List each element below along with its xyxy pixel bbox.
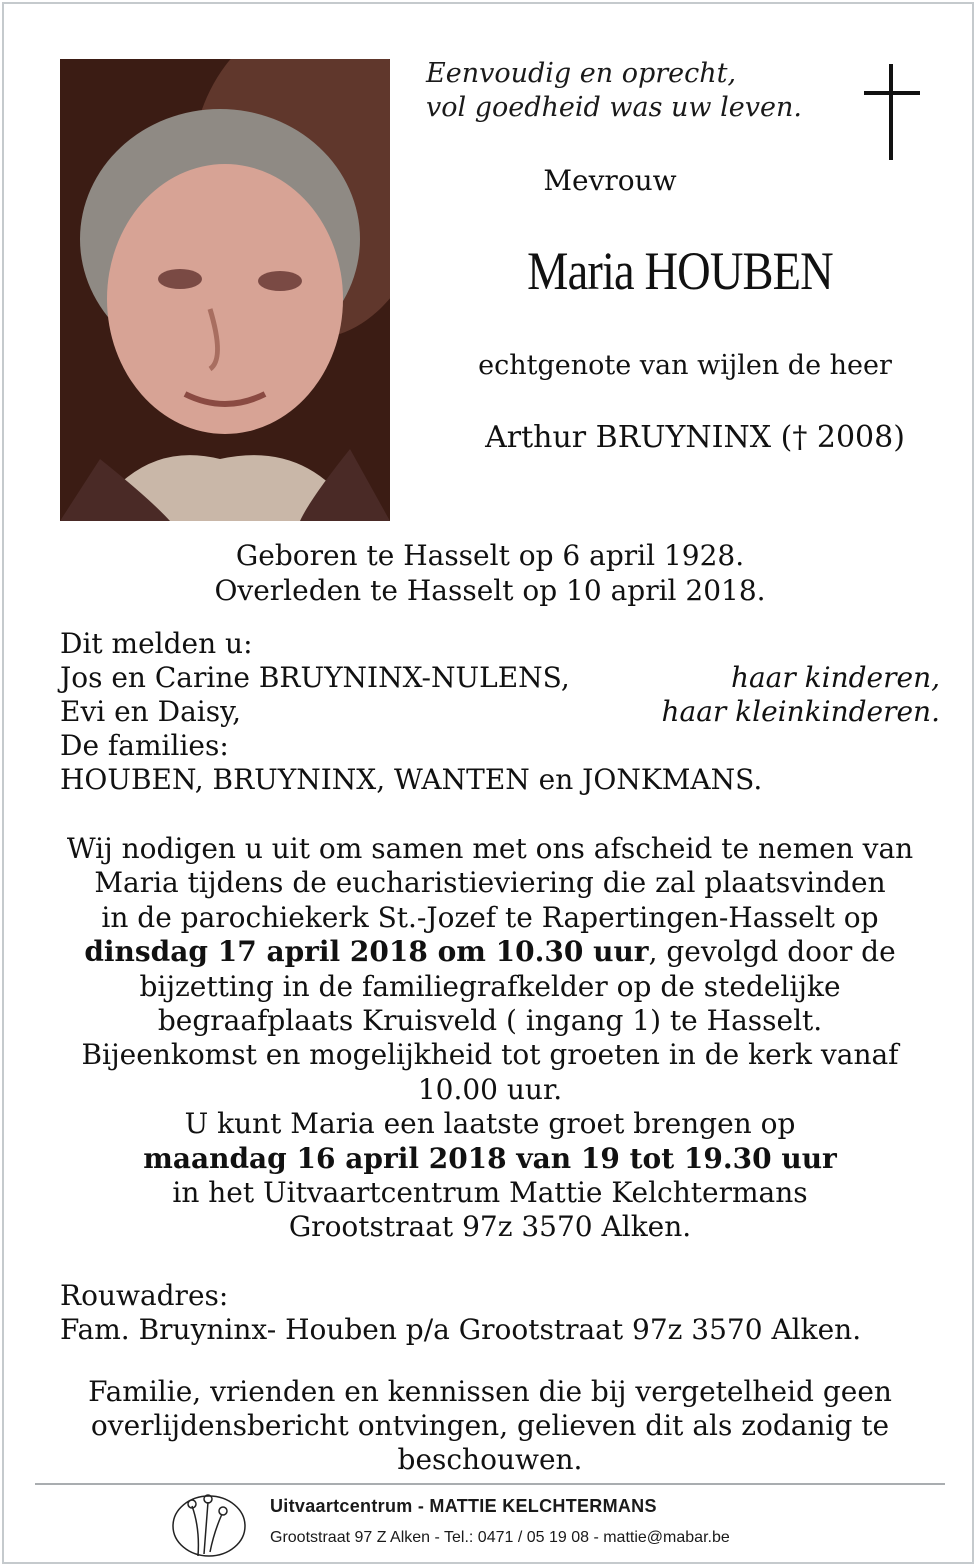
note-line: Familie, vrienden en kennissen die bij vergetelheid geen bbox=[88, 1375, 892, 1408]
note-line: overlijdensbericht ontvingen, gelieven dit als zodanig te bbox=[90, 1409, 890, 1442]
list-item bbox=[60, 695, 940, 729]
note-line: beschouwen. bbox=[397, 1443, 583, 1476]
invite-line: Grootstraat 97z 3570 Alken. bbox=[288, 1210, 692, 1244]
invite-line: Maria tijdens de eucharistieviering die zal plaatsvinden bbox=[94, 866, 886, 900]
invite-line: U kunt Maria een laatste groet brengen op bbox=[184, 1107, 796, 1141]
death-line: Overleden te Hasselt op 10 april 2018. bbox=[214, 574, 766, 607]
birth-line: Geboren te Hasselt op 6 april 1928. bbox=[235, 539, 745, 572]
invite-line: begraafplaats Kruisveld ( ingang 1) te Hasselt. bbox=[157, 1004, 823, 1038]
motto-line-1: Eenvoudig en oprecht, bbox=[426, 58, 737, 89]
life-dates bbox=[30, 538, 950, 608]
visitation-datetime: maandag 16 april 2018 van 19 tot 19.30 uur bbox=[143, 1141, 837, 1175]
list-item bbox=[60, 661, 940, 695]
address-value: Fam. Bruyninx- Houben p/a Grootstraat 97z 3570 Alken. bbox=[60, 1313, 862, 1346]
cross-icon bbox=[864, 64, 920, 160]
deceased-name: Maria HOUBEN bbox=[527, 241, 833, 301]
invite-line: in de parochiekerk St.-Jozef te Rapertingen-Hasselt op bbox=[101, 900, 879, 934]
spouse-intro: echtgenote van wijlen de heer bbox=[478, 350, 892, 381]
announcement bbox=[60, 627, 940, 797]
families-label: De families: bbox=[60, 729, 229, 762]
motto-line-2: vol goedheid was uw leven. bbox=[426, 92, 802, 123]
invitation bbox=[30, 832, 950, 1245]
funeral-home-contact: Grootstraat 97 Z Alken - Tel.: 0471 / 05 19 08 - mattie@mabar.be bbox=[270, 1529, 730, 1546]
invite-line: 10.00 uur. bbox=[417, 1072, 563, 1106]
invite-line: Wij nodigen u uit om samen met ons afscheid te nemen van bbox=[66, 832, 914, 865]
family-relation: haar kinderen, bbox=[730, 661, 940, 694]
invite-line: Bijeenkomst en mogelijkheid tot groeten in de kerk vanaf bbox=[81, 1038, 899, 1072]
funeral-datetime: dinsdag 17 april 2018 om 10.30 uur bbox=[84, 935, 649, 969]
portrait-photo bbox=[60, 59, 390, 521]
closing-note bbox=[30, 1375, 950, 1477]
funeral-home-footer bbox=[270, 1496, 870, 1547]
footer-divider bbox=[35, 1483, 945, 1485]
announce-intro: Dit melden u: bbox=[60, 627, 253, 660]
salutation: Mevrouw bbox=[543, 164, 677, 197]
address-label: Rouwadres: bbox=[60, 1279, 229, 1312]
mourning-address bbox=[60, 1279, 940, 1347]
flower-logo-icon bbox=[170, 1488, 248, 1560]
family-relation: haar kleinkinderen. bbox=[661, 695, 940, 728]
invite-line bbox=[30, 1142, 950, 1176]
family-names: Evi en Daisy, bbox=[60, 695, 242, 728]
funeral-home-name: Uitvaartcentrum - MATTIE KELCHTERMANS bbox=[270, 1496, 657, 1516]
family-names: Jos en Carine BRUYNINX-NULENS, bbox=[60, 661, 570, 694]
invite-line: dinsdag 17 april 2018 om 10.30 uur, gevolgd door de bbox=[84, 935, 896, 969]
invite-line: bijzetting in de familiegrafkelder op de stedelijke bbox=[139, 969, 841, 1003]
motto bbox=[426, 57, 846, 125]
invite-line: in het Uitvaartcentrum Mattie Kelchtermans bbox=[172, 1176, 808, 1210]
families-list: HOUBEN, BRUYNINX, WANTEN en JONKMANS. bbox=[60, 763, 763, 796]
spouse-name: Arthur BRUYNINX († 2008) bbox=[485, 420, 905, 455]
